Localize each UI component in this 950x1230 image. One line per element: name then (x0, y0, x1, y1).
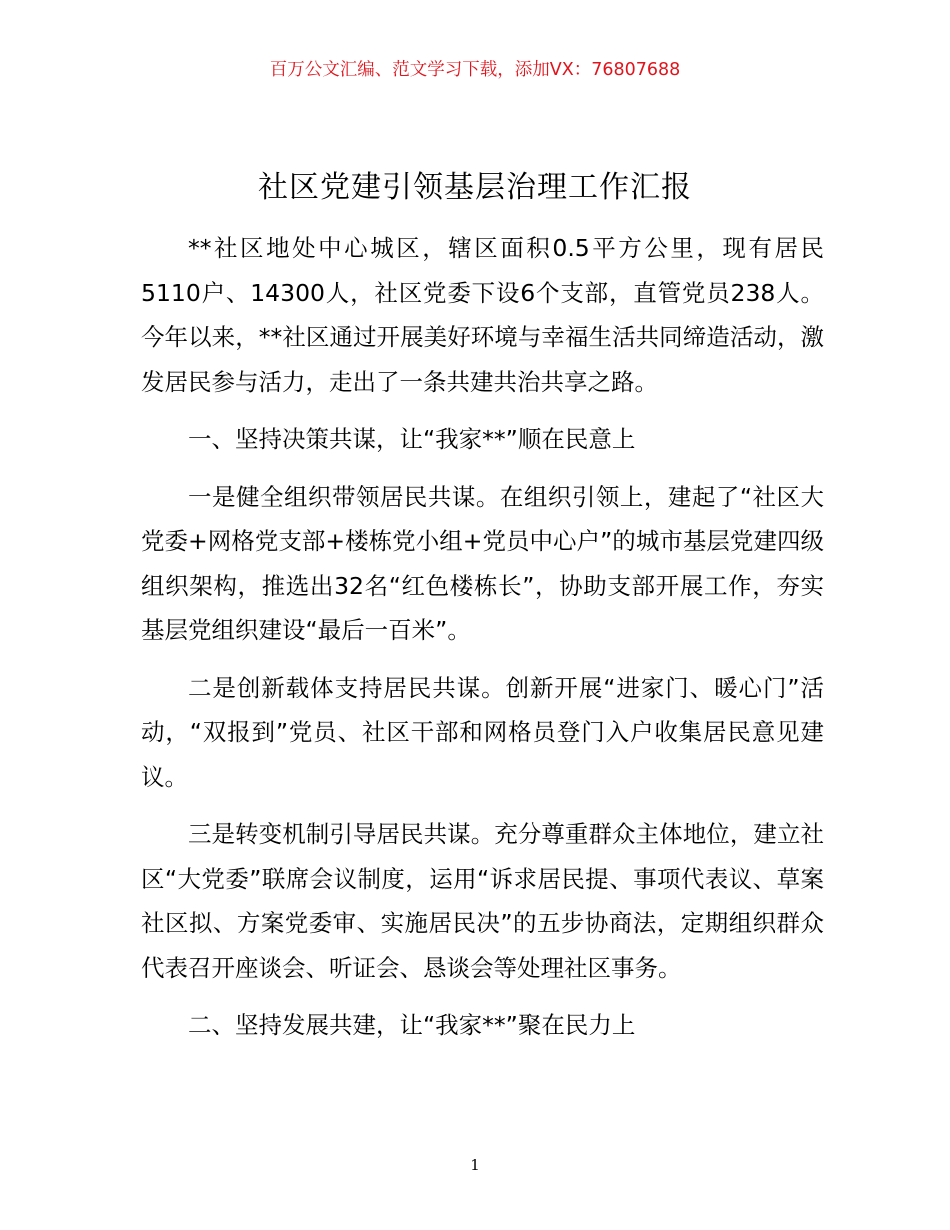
header-note: 百万公文汇编、范文学习下载，添加VX：76807688 (269, 60, 681, 80)
body-paragraph: 二是创新载体支持居民共谋。创新开展“进家门、暖心门”活动，“双报到”党员、社区干部和网格员登门入户收集居民意见建议。 (141, 673, 824, 791)
section-heading-1: 一、坚持决策共谋，让“我家**”顺在民意上 (188, 425, 636, 453)
body-paragraph: 三是转变机制引导居民共谋。充分尊重群众主体地位，建立社区“大党委”联席会议制度，运用“诉求居民提、事项代表议、草案社区拟、方案党委审、实施居民决”的五步协商法，定期组织群众代表召开座谈会、听证会、恳谈会等处理社区事务。 (141, 820, 824, 982)
document-body (141, 226, 824, 1061)
body-paragraph: 一是健全组织带领居民共谋。在组织引领上，建起了“社区大党委+网格党支部+楼栋党小组+党员中心户”的城市基层党建四级组织架构，推选出32名“红色楼栋长”，协助支部开展工作，夯实基层党组织建设“最后一百米”。 (141, 482, 824, 644)
intro-paragraph: **社区地处中心城区，辖区面积0.5平方公里，现有居民5110户、14300人，社区党委下设6个支部，直管党员238人。今年以来，**社区通过开展美好环境与幸福生活共同缔造活动，激发居民参与活力，走出了一条共建共治共享之路。 (141, 234, 824, 396)
section-heading-2: 二、坚持发展共建，让“我家**”聚在民力上 (188, 1011, 636, 1039)
page-number: 1 (470, 1156, 480, 1174)
document-title: 社区党建引领基层治理工作汇报 (258, 170, 692, 205)
